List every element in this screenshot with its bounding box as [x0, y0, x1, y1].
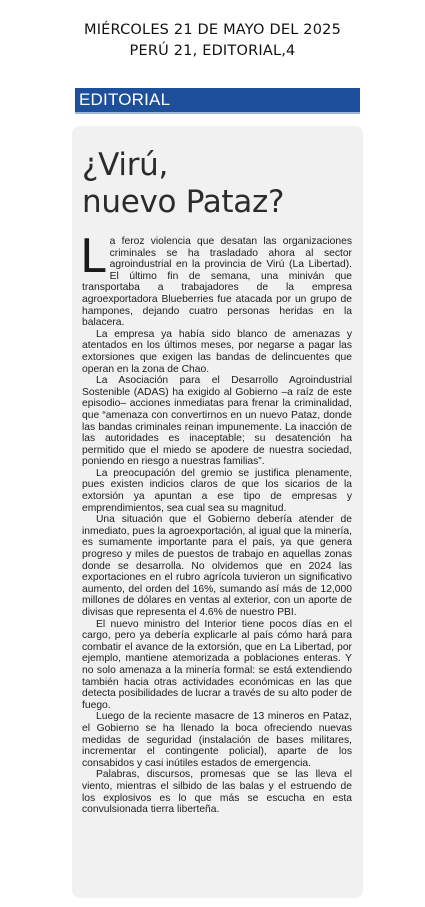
headline-line-2: nuevo Pataz?	[82, 184, 285, 220]
paragraph-6: El nuevo ministro del Interior tiene pocos días en el cargo, pero ya debería explicarle al país cómo hará para combatir el avance de la extorsión, que en La Libertad, por ejemplo, mantiene atemorizada a poblaciones enteras. Y no solo amenaza a la minería formal: se está extendiendo también hacia otras actividades económicas en las que detecta posibilidades de lucrar a través de su alto poder de fuego.	[82, 618, 352, 711]
publication-date: MIÉRCOLES 21 DE MAYO DEL 2025	[84, 22, 341, 38]
paragraph-3: La Asociación para el Desarrollo Agroindustrial Sostenible (ADAS) ha exigido al Gobierno –a raíz de este episodio– acciones inmediatas para frenar la criminalidad, que “amenaza con convertirnos en un nuevo Pataz, donde las bandas criminales reinan impunemente. La inacción de las autoridades es inaceptable; su desatención ha permitido que el miedo se apodere de nuestra sociedad, poniendo en riesgo a nuestras familias”.	[82, 375, 352, 468]
clipping-header	[0, 20, 425, 62]
paragraph-2: La empresa ya había sido blanco de amenazas y atentados en los últimos meses, por negarse a pagar las extorsiones que exigen las bandas de delincuentes que operan en la zona de Chao.	[82, 328, 352, 375]
paragraph-4: La preocupación del gremio se justifica plenamente, pues existen indicios claros de que los sicarios de la extorsión ya apuntan a ese tipo de empresas y emprendimientos, sea cual sea su magnitud.	[82, 467, 352, 514]
publication-source: PERÚ 21, EDITORIAL,4	[129, 43, 296, 59]
article-headline	[82, 147, 357, 221]
paragraph-5: Una situación que el Gobierno debería atender de inmediato, pues la agroexportación, al igual que la minería, es sumamente importante para el país, ya que genera progreso y miles de puestos de trabajo en aquellas zonas donde se desarrolla. No olvidemos que en 2024 las exportaciones en el rubro agrícola tuvieron un significativo aumento, del orden del 16%, sumando así más de 12,000 millones de dólares en ventas al exterior, con un aporte de divisas que representa el 4.6% de nuestro PBI.	[82, 514, 352, 618]
paragraph-1	[80, 229, 352, 329]
article-body	[80, 229, 352, 816]
drop-cap: L	[80, 229, 106, 283]
headline-line-1: ¿Virú,	[82, 147, 169, 183]
paragraph-7: Luego de la reciente masacre de 13 mineros en Pataz, el Gobierno se ha llenado la boca ofreciendo nuevas medidas de seguridad (instalación de bases militares, incrementar el contingente policial), aparte de los consabidos y casi inútiles estados de emergencia.	[82, 711, 352, 769]
section-bar	[75, 88, 360, 114]
paragraph-8: Palabras, discursos, promesas que se las lleva el viento, mientras el silbido de las balas y el estruendo de los explosivos es lo que más se escucha en esta convulsionada tierra liberteña.	[82, 769, 352, 816]
editorial-article	[72, 126, 363, 898]
paragraph-1-text: a feroz violencia que desatan las organizaciones criminales se ha trasladado ahora al sector agroindustrial en la provincia de Virú (La Libertad). El último fin de semana, una miniván que transportaba a trabajadores de la empresa agroexportadora Blueberries fue atacada por un grupo de hampones, dejando cuatro personas heridas en la balacera.	[82, 236, 352, 329]
section-label: EDITORIAL	[79, 90, 171, 109]
